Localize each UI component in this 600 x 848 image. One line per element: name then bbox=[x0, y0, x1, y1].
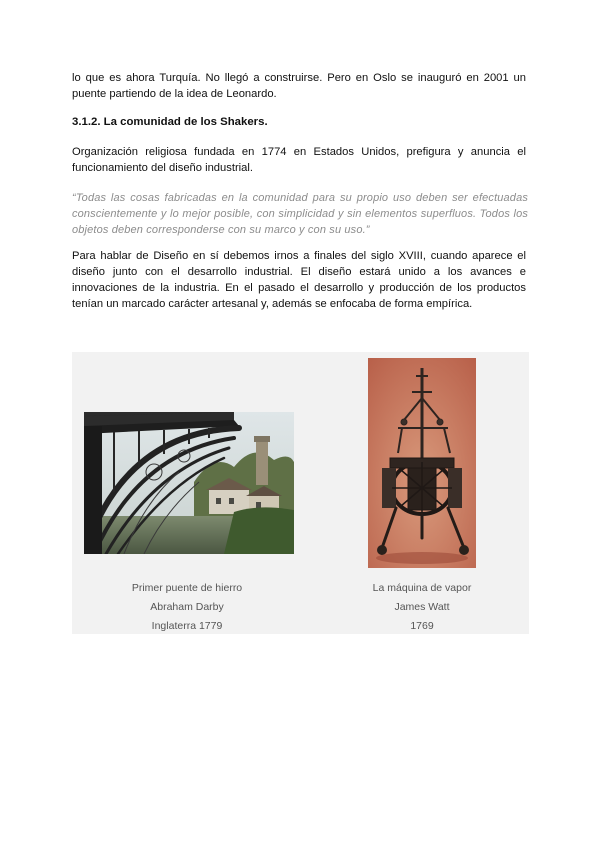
bridge-caption bbox=[112, 579, 262, 636]
engine-caption bbox=[342, 579, 502, 636]
engine-caption-author: James Watt bbox=[394, 601, 450, 613]
design-paragraph: Para hablar de Diseño en sí debemos irnos a finales del siglo XVIII, cuando aparece el diseño junto con el desarrollo industrial. El diseño estará unido a los avances e innovaciones de la industria. En el pasado el desarrollo y producción de los productos tenían un marcado carácter artesanal y, además se enfocaba de forma empírica. bbox=[72, 250, 526, 310]
steam-engine-photo bbox=[368, 358, 476, 568]
section-heading: 3.1.2. La comunidad de los Shakers. bbox=[72, 116, 268, 128]
bridge-caption-place-year: Inglaterra 1779 bbox=[151, 620, 223, 632]
bridge-caption-title: Primer puente de hierro bbox=[131, 582, 243, 594]
iron-bridge-photo bbox=[84, 412, 294, 554]
engine-caption-year: 1769 bbox=[410, 620, 434, 632]
bridge-caption-author: Abraham Darby bbox=[150, 601, 224, 613]
shakers-quote: “Todas las cosas fabricadas en la comunidad para su propio uso deben ser efectuadas conscientemente y lo mejor posible, con simplicidad y sin elementos superfluos. Todos los objetos deben corresponderse con su marco y con su uso.” bbox=[72, 192, 528, 236]
engine-caption-title: La máquina de vapor bbox=[372, 582, 472, 594]
intro-paragraph: lo que es ahora Turquía. No llegó a construirse. Pero en Oslo se inauguró en 2001 un puente partiendo de la idea de Leonardo. bbox=[72, 72, 526, 100]
shakers-paragraph: Organización religiosa fundada en 1774 en Estados Unidos, prefigura y anuncia el funcionamiento del diseño industrial. bbox=[72, 146, 526, 174]
figure-panel bbox=[72, 352, 529, 634]
